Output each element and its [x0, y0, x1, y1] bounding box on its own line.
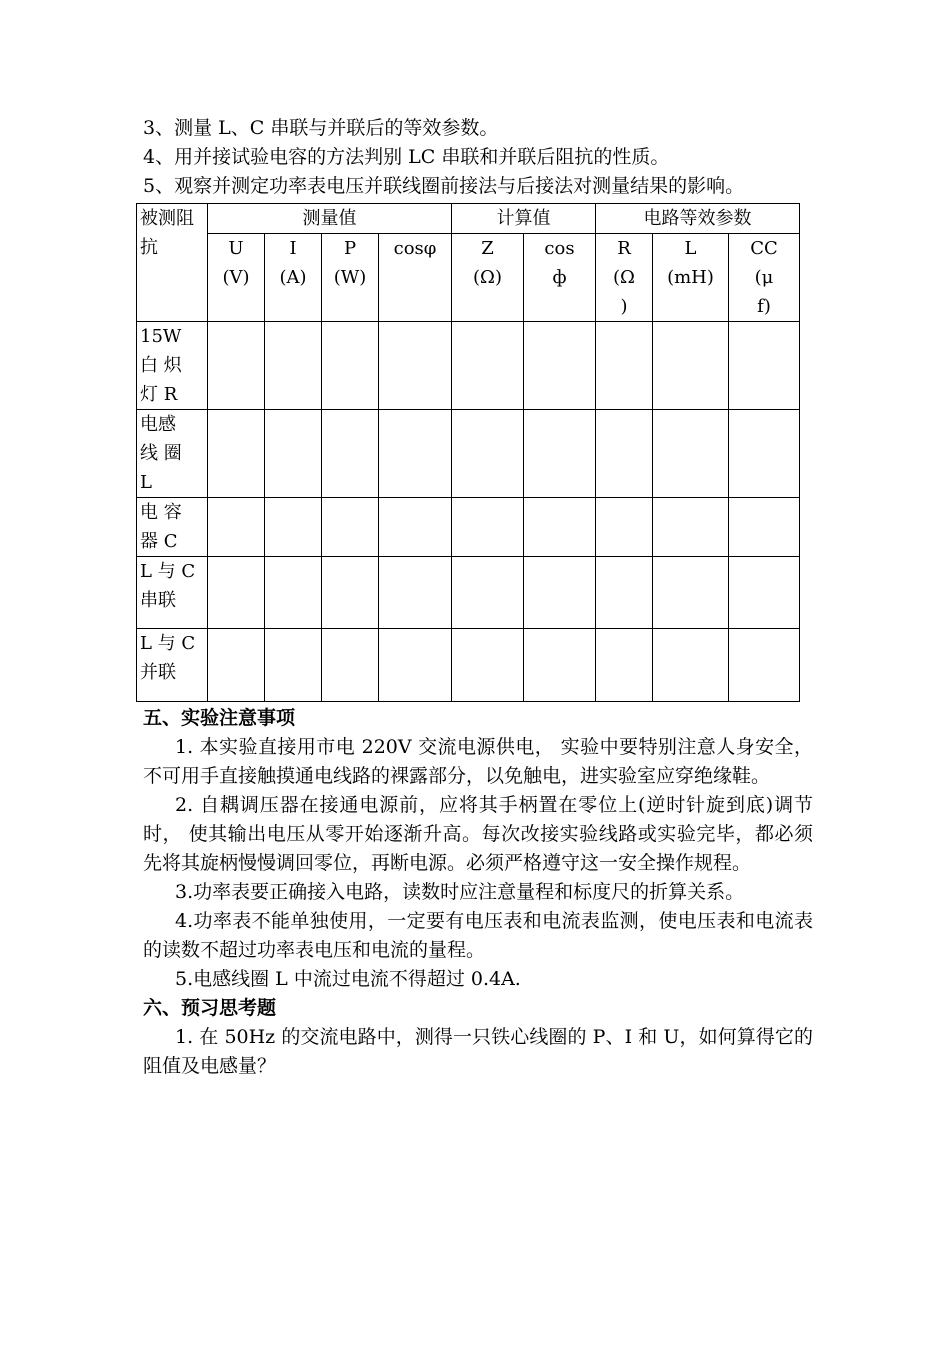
section-5-item-2: 2. 自耦调压器在接通电源前，应将其手柄置在零位上(逆时针旋到底)调节时， 使其输出电压从零开始逐渐升高。每次改接实验线路或实验完毕，都必须先将其旋柄慢慢调回零位，再断电源。必须严格遵守这一安全操作规程。	[143, 794, 813, 874]
row-label-lamp: 15W 白 炽 灯 R	[137, 322, 208, 410]
col-header-r: R (Ω )	[596, 234, 653, 322]
intro-line-5: 5、观察并测定功率表电压并联线圈前接法与后接法对测量结果的影响。	[143, 175, 745, 197]
table-cell[interactable]	[265, 629, 322, 702]
col-header-cosphi: cosφ	[379, 234, 452, 322]
table-corner-header: 被测阻抗	[137, 204, 208, 322]
table-cell[interactable]	[208, 410, 265, 498]
table-cell[interactable]	[208, 557, 265, 629]
section-5-item-3: 3.功率表要正确接入电路，读数时应注意量程和标度尺的折算关系。	[175, 881, 745, 903]
table-cell[interactable]	[322, 629, 379, 702]
section-5-item-1: 1. 本实验直接用市电 220V 交流电源供电， 实验中要特别注意人身安全，不可用手直接触摸通电线路的裸露部分，以免触电，进实验室应穿绝缘鞋。	[143, 736, 813, 787]
table-cell[interactable]	[379, 410, 452, 498]
table-cell[interactable]	[653, 557, 729, 629]
col-header-p: P (W)	[322, 234, 379, 322]
section-5-item-4: 4.功率表不能单独使用，一定要有电压表和电流表监测，使电压表和电流表的读数不超过功率表电压和电流的量程。	[143, 910, 813, 961]
table-cell[interactable]	[729, 629, 800, 702]
table-cell[interactable]	[524, 322, 596, 410]
row-label-series: L 与 C 串联	[137, 557, 208, 629]
table-cell[interactable]	[452, 410, 524, 498]
group-header-calculated: 计算值	[452, 204, 596, 234]
table-cell[interactable]	[452, 557, 524, 629]
table-cell[interactable]	[524, 629, 596, 702]
section-6-title: 六、预习思考题	[143, 997, 277, 1019]
col-header-c: CC (μ f)	[729, 234, 800, 322]
page-content	[140, 114, 813, 1081]
row-label-parallel: L 与 C 并联	[137, 629, 208, 702]
table-cell[interactable]	[379, 629, 452, 702]
table-cell[interactable]	[208, 498, 265, 557]
table-cell[interactable]	[265, 410, 322, 498]
table-cell[interactable]	[729, 322, 800, 410]
table-cell[interactable]	[729, 410, 800, 498]
table-cell[interactable]	[322, 410, 379, 498]
row-label-capacitor: 电 容 器 C	[137, 498, 208, 557]
intro-line-4: 4、用并接试验电容的方法判别 LC 串联和并联后阻抗的性质。	[143, 146, 670, 168]
table-cell[interactable]	[379, 498, 452, 557]
table-row	[137, 498, 800, 557]
group-header-measured: 测量值	[208, 204, 452, 234]
table-cell[interactable]	[265, 557, 322, 629]
table-cell[interactable]	[265, 322, 322, 410]
col-header-cos: cos ф	[524, 234, 596, 322]
col-header-i: I (A)	[265, 234, 322, 322]
table-cell[interactable]	[265, 498, 322, 557]
table-cell[interactable]	[653, 322, 729, 410]
table-row	[137, 629, 800, 702]
table-cell[interactable]	[653, 629, 729, 702]
intro-line-3: 3、测量 L、C 串联与并联后的等效参数。	[143, 117, 499, 139]
col-header-l: L (mH)	[653, 234, 729, 322]
table-cell[interactable]	[524, 498, 596, 557]
measurement-table	[136, 203, 800, 702]
table-cell[interactable]	[452, 322, 524, 410]
table-cell[interactable]	[596, 498, 653, 557]
section-5-item-5: 5.电感线圈 L 中流过电流不得超过 0.4A.	[175, 968, 521, 990]
table-row	[137, 557, 800, 629]
table-cell[interactable]	[596, 629, 653, 702]
row-label-inductor: 电感 线 圈 L	[137, 410, 208, 498]
table-cell[interactable]	[322, 557, 379, 629]
table-cell[interactable]	[524, 557, 596, 629]
table-cell[interactable]	[208, 322, 265, 410]
table-cell[interactable]	[379, 557, 452, 629]
table-cell[interactable]	[729, 557, 800, 629]
table-cell[interactable]	[524, 410, 596, 498]
table-row	[137, 410, 800, 498]
section-5-title: 五、实验注意事项	[143, 707, 296, 729]
table-cell[interactable]	[322, 498, 379, 557]
section-6-item-1: 1. 在 50Hz 的交流电路中，测得一只铁心线圈的 P、I 和 U，如何算得它的阻值及电感量？	[143, 1026, 813, 1077]
table-cell[interactable]	[596, 410, 653, 498]
table-cell[interactable]	[379, 322, 452, 410]
table-cell[interactable]	[452, 498, 524, 557]
table-cell[interactable]	[596, 557, 653, 629]
table-cell[interactable]	[653, 498, 729, 557]
col-header-u: U (V)	[208, 234, 265, 322]
table-cell[interactable]	[653, 410, 729, 498]
table-cell[interactable]	[729, 498, 800, 557]
group-header-equivalent: 电路等效参数	[596, 204, 800, 234]
table-cell[interactable]	[452, 629, 524, 702]
table-cell[interactable]	[208, 629, 265, 702]
table-cell[interactable]	[596, 322, 653, 410]
table-row	[137, 322, 800, 410]
col-header-z: Z (Ω)	[452, 234, 524, 322]
table-cell[interactable]	[322, 322, 379, 410]
